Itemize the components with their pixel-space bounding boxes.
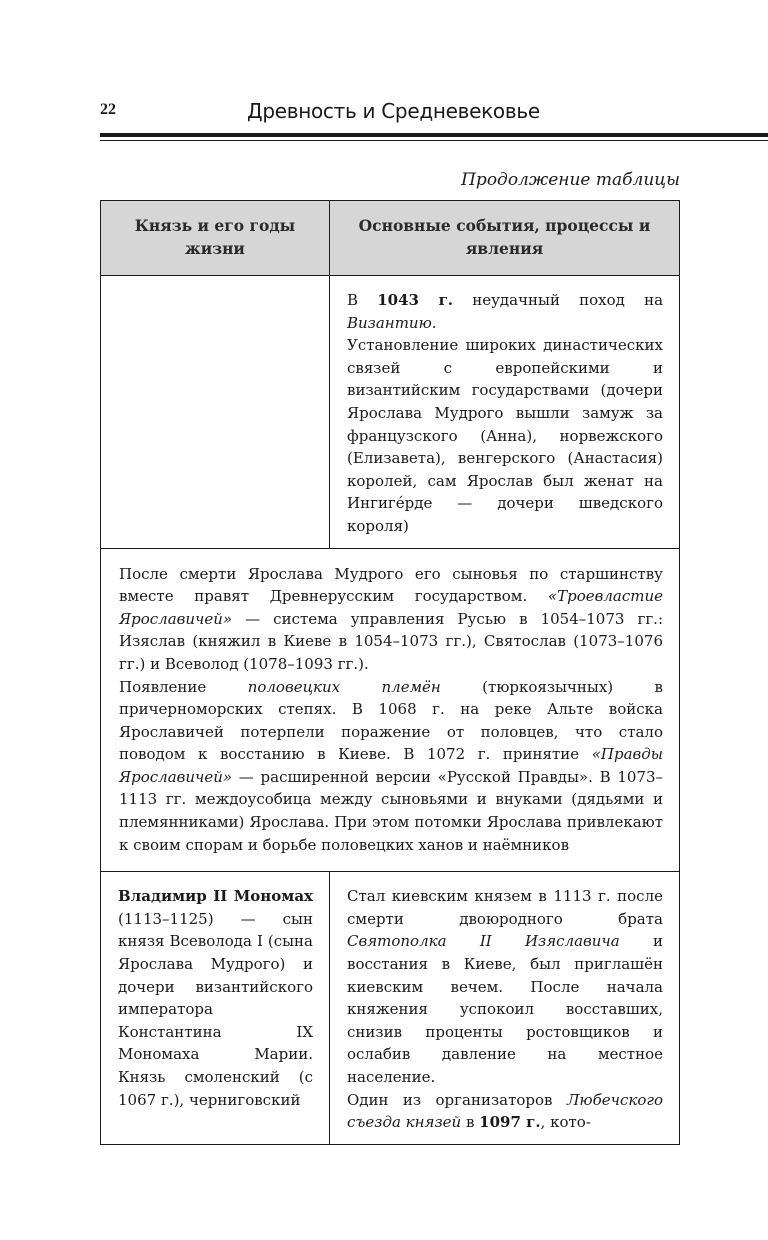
- table-row: [101, 548, 680, 872]
- column-header-prince: Князь и его годы жизни: [101, 201, 330, 276]
- events-paragraph: В 1043 г. неудачный поход на Византию.: [347, 291, 664, 332]
- prince-cell-empty: [101, 276, 330, 549]
- prince-name: Владимир II Мономах: [118, 887, 313, 906]
- events-cell: [330, 872, 680, 1145]
- history-table: [100, 200, 680, 1145]
- continuation-label: Продолжение таблицы: [461, 170, 680, 190]
- events-paragraph: Установление широких династических связей с европейскими и византийским государствами (дочери Ярослава Мудрого вышли замуж за французского (Анна), норвежского (Елизавета), венгерского (Анастасия) королей, сам Ярослав был женат на Ингигéрде — дочери шведского короля): [347, 336, 663, 535]
- events-paragraph: Стал киевским князем в 1113 г. после смерти двоюродного брата Святополка II Изяславича и восстания в Киеве, был приглашён киевским вечем. После начала княжения успокоил восставших, снизив проценты ростовщиков и ослабив давление на местное население.: [347, 887, 663, 1086]
- header-rule-thick: [100, 133, 768, 137]
- prince-description: Владимир II Мономах (1113–1125) — сын князя Всеволода I (сына Ярослава Мудрого) и дочери византийского императора Константина IX Мономаха Марии. Князь смоленский (с 1067 г.), черниговский: [118, 887, 313, 1109]
- events-paragraph: Один из организаторов Любечского съезда князей в 1097 г., кото-: [347, 1090, 663, 1132]
- header-rule-thin: [100, 140, 768, 141]
- table-row: [101, 872, 680, 1145]
- column-header-events: Основные события, процессы и явления: [330, 201, 680, 276]
- events-paragraph: После смерти Ярослава Мудрого его сыновья по старшинству вместе правят Древнерусским государством. «Троевластие Ярославичей» — система управления Русью в 1054–1073 гг.: Изяслав (княжил в Киеве в 1054–1073 гг.), Святослав (1073–1076 гг.) и Всеволод (1078–1093 гг.).: [119, 564, 663, 673]
- events-paragraph: Появление половецких племён (тюркоязычных) в причерноморских степях. В 1068 г. на реке Альте войска Ярославичей потерпели поражение от половцев, что стало поводом к восстанию в Киеве. В 1072 г. принятие «Правды Ярославичей» — расширенной версии «Русской Правды». В 1073–1113 гг. междоусобица между сыновьями и внуками (дядьями и племянниками) Ярослава. При этом потомки Ярослава привлекают к своим спорам и борьбе половецких ханов и наёмников: [119, 677, 663, 854]
- table-row: [101, 276, 680, 549]
- merged-events-cell: [101, 548, 680, 872]
- page-number: 22: [100, 101, 116, 118]
- prince-cell: [101, 872, 330, 1145]
- running-title: Древность и Средневековье: [247, 99, 540, 123]
- table-header-row: [101, 201, 680, 276]
- events-cell: [330, 276, 680, 549]
